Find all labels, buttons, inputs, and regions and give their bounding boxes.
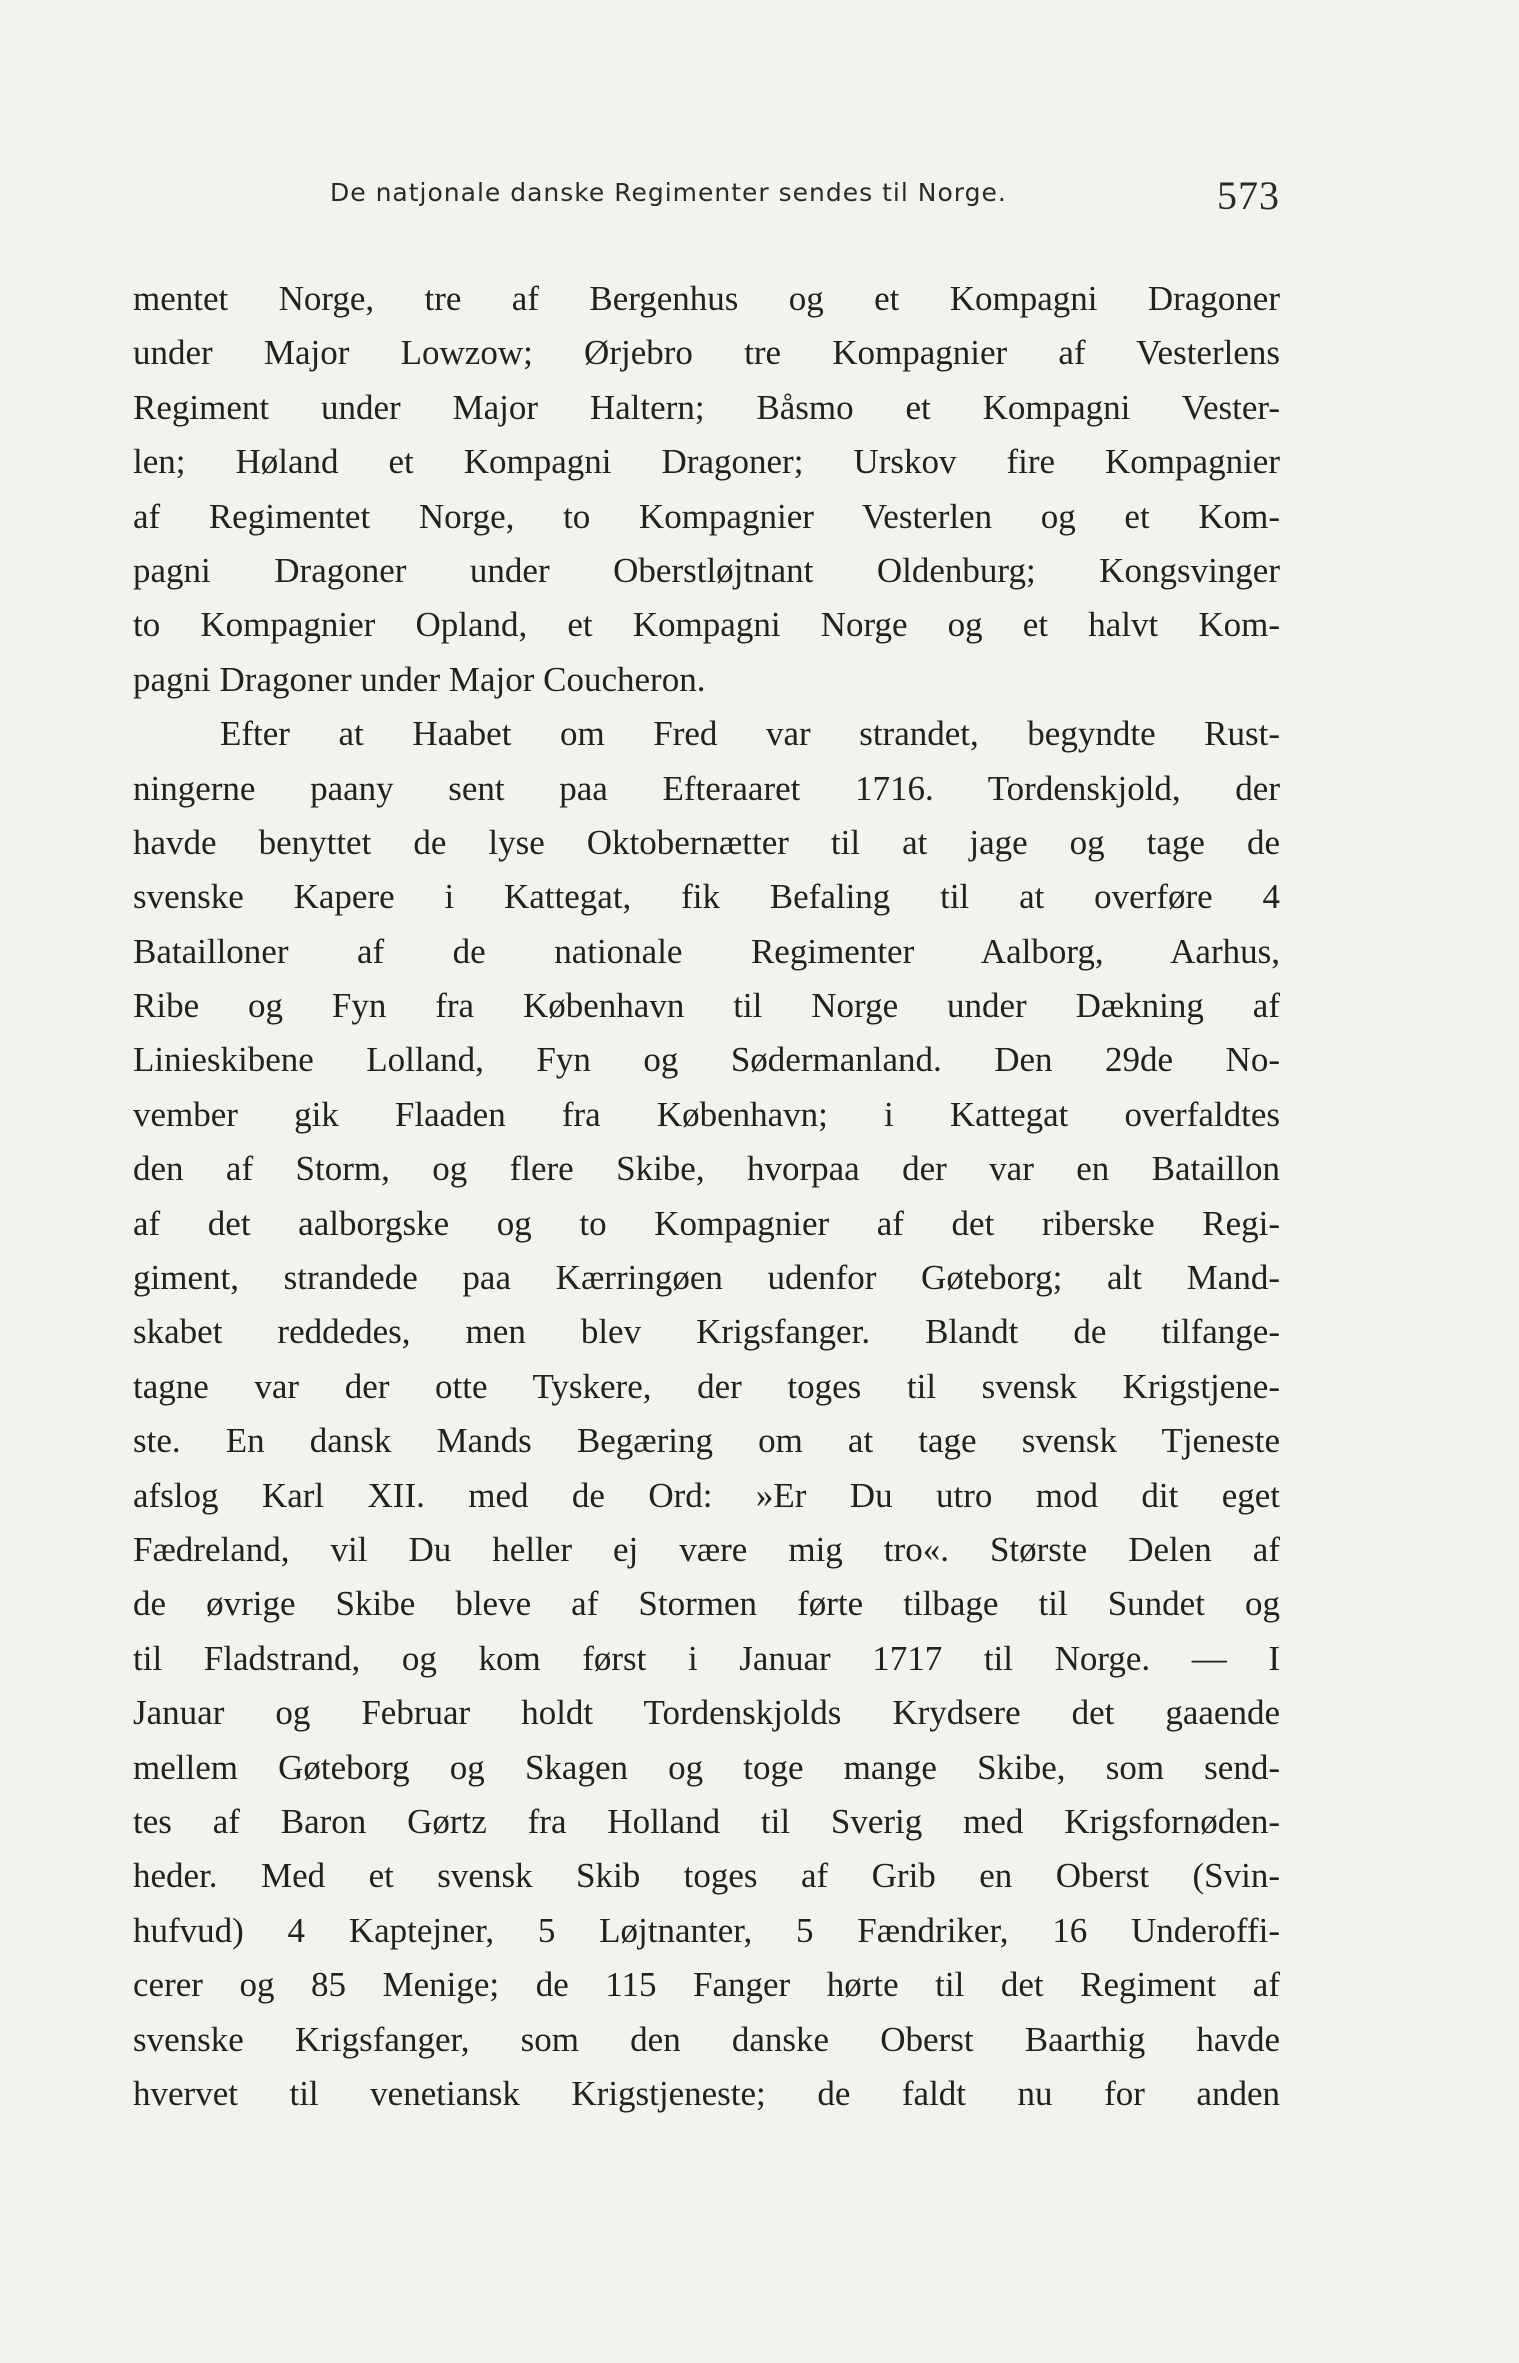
text-line: den af Storm, og flere Skibe, hvorpaa der var en Bataillon bbox=[133, 1149, 1280, 1189]
text-line: under Major Lowzow; Ørjebro tre Kompagnier af Vesterlens bbox=[133, 333, 1280, 373]
running-header bbox=[330, 172, 1280, 232]
paragraph-end-line: pagni Dragoner under Major Coucheron. bbox=[133, 659, 706, 699]
text-line: til Fladstrand, og kom først i Januar 1717 til Norge. — I bbox=[133, 1638, 1280, 1678]
running-title: De natjonale danske Regimenter sendes til Norge. bbox=[330, 178, 1007, 207]
text-line: ningerne paany sent paa Efteraaret 1716. Tordenskjold, der bbox=[133, 768, 1280, 808]
text-line: skabet reddedes, men blev Krigsfanger. Blandt de tilfange- bbox=[133, 1312, 1280, 1352]
text-line: havde benyttet de lyse Oktobernætter til at jage og tage de bbox=[133, 822, 1280, 862]
page-number: 573 bbox=[1217, 173, 1280, 218]
text-line: Fædreland, vil Du heller ej være mig tro«. Største Delen af bbox=[133, 1529, 1280, 1569]
text-line: Regiment under Major Haltern; Båsmo et Kompagni Vester- bbox=[133, 387, 1280, 427]
text-line: Linieskibene Lolland, Fyn og Sødermanland. Den 29de No- bbox=[133, 1040, 1280, 1080]
text-line: to Kompagnier Opland, et Kompagni Norge og et halvt Kom- bbox=[133, 605, 1280, 645]
text-line: afslog Karl XII. med de Ord: »Er Du utro mod dit eget bbox=[133, 1475, 1280, 1515]
text-line: heder. Med et svensk Skib toges af Grib en Oberst (Svin- bbox=[133, 1856, 1280, 1896]
text-line: svenske Kapere i Kattegat, fik Befaling til at overføre 4 bbox=[133, 877, 1280, 917]
text-line: svenske Krigsfanger, som den danske Oberst Baarthig havde bbox=[133, 2019, 1280, 2059]
text-line: Januar og Februar holdt Tordenskjolds Krydsere det gaaende bbox=[133, 1693, 1280, 1733]
text-line: pagni Dragoner under Oberstløjtnant Oldenburg; Kongsvinger bbox=[133, 550, 1280, 590]
text-line: len; Høland et Kompagni Dragoner; Urskov fire Kompagnier bbox=[133, 442, 1280, 482]
text-line: af det aalborgske og to Kompagnier af det riberske Regi- bbox=[133, 1203, 1280, 1243]
text-line: hufvud) 4 Kaptejner, 5 Løjtnanter, 5 Fændriker, 16 Underoffi- bbox=[133, 1910, 1280, 1950]
text-line: de øvrige Skibe bleve af Stormen førte tilbage til Sundet og bbox=[133, 1584, 1280, 1624]
body-text bbox=[133, 272, 1280, 2121]
text-line: tes af Baron Gørtz fra Holland til Sverig med Krigsfornøden- bbox=[133, 1801, 1280, 1841]
text-line: ste. En dansk Mands Begæring om at tage svensk Tjeneste bbox=[133, 1421, 1280, 1461]
text-line: giment, strandede paa Kærringøen udenfor Gøteborg; alt Mand- bbox=[133, 1258, 1280, 1298]
text-line: cerer og 85 Menige; de 115 Fanger hørte til det Regiment af bbox=[133, 1965, 1280, 2005]
text-line: mellem Gøteborg og Skagen og toge mange Skibe, som send- bbox=[133, 1747, 1280, 1787]
paragraph-start-line: Efter at Haabet om Fred var strandet, begyndte Rust- bbox=[220, 714, 1280, 754]
text-line: mentet Norge, tre af Bergenhus og et Kompagni Dragoner bbox=[133, 279, 1280, 318]
text-line: Ribe og Fyn fra København til Norge under Dækning af bbox=[133, 986, 1280, 1026]
text-line: Bataillоner af de nationale Regimenter Aalborg, Aarhus, bbox=[133, 931, 1280, 971]
text-line: hvervet til venetiansk Krigstjeneste; de faldt nu for anden bbox=[133, 2073, 1280, 2113]
text-line: tagne var der otte Tyskere, der toges til svensk Krigstjene- bbox=[133, 1366, 1280, 1406]
text-line: vember gik Flaaden fra København; i Kattegat overfaldtes bbox=[133, 1094, 1280, 1134]
text-line: af Regimentet Norge, to Kompagnier Vesterlen og et Kom- bbox=[133, 496, 1280, 536]
